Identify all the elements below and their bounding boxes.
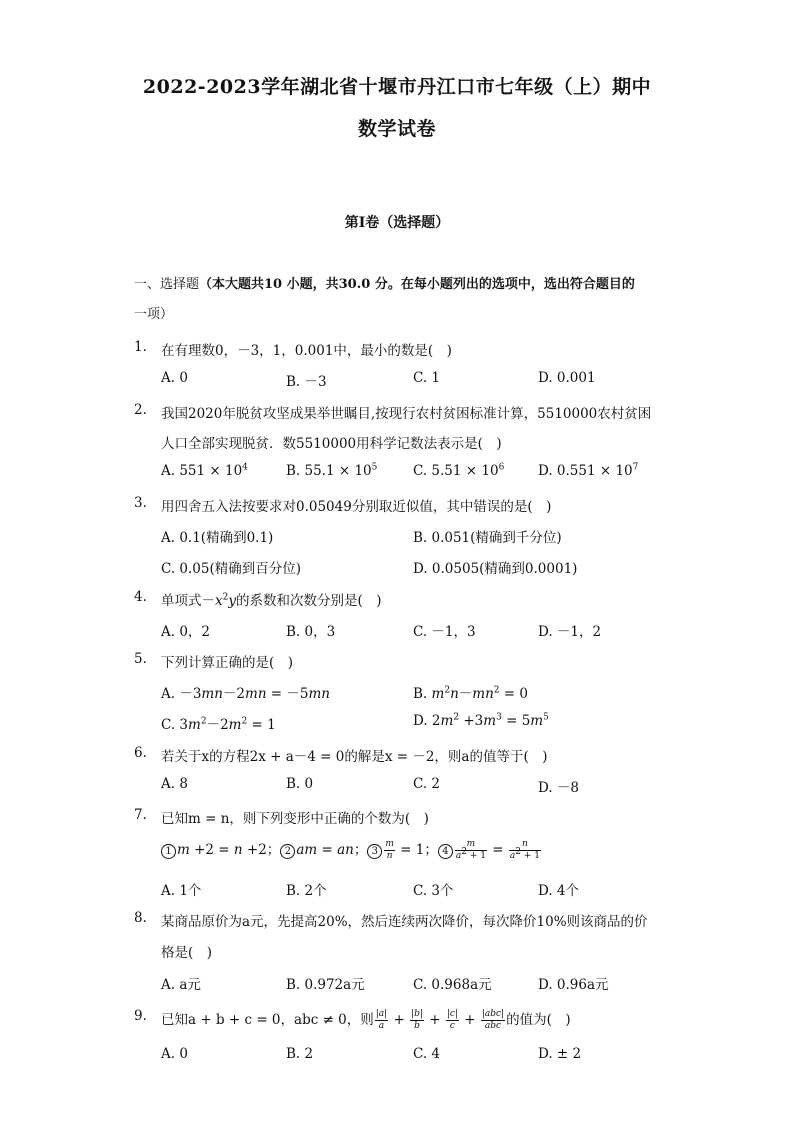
statement-list: 1 m +2 = n +2； 2 am = an； 3 $\frac{m}{n}$ = 1； 4 $\frac{m}{a^2 + 1}$ = $\frac{n}{a^2 + 1}$ [161, 838, 671, 862]
question-text: 若关于x的方程2x + a－4 = 0的解是x = －2，则a的值等于( ) [161, 749, 548, 765]
option-a: A. 0，2 [161, 624, 211, 640]
option-c: C. 4 [413, 1046, 441, 1062]
question-text: 某商品原价为a元，先提高20%，然后连续两次降价，每次降价10%则该商品的价 [161, 914, 648, 930]
option-c: C. 2 [413, 776, 441, 792]
question-number: 3. [134, 495, 147, 511]
option-d: D. 0.0505(精确到0.0001) [413, 561, 578, 577]
option-c: C. 3个 [413, 883, 454, 899]
option-c: C. 1 [413, 370, 441, 386]
question-text: 已知m = n，则下列变形中正确的个数为( ) [161, 811, 429, 827]
option-a: A. 1个 [161, 883, 202, 899]
question-text: 单项式$-x^2y$的系数和次数分别是( ) [161, 592, 382, 609]
section-instruction: （本大题共10 小题，共30.0 分。在每小题列出的选项中，选出符合题目的 [199, 277, 635, 292]
option-a: A. 0 [161, 370, 188, 386]
option-d: D. 0.96a元 [538, 977, 609, 993]
question-text: 已知a + b + c = 0，abc ≠ 0，则 $\frac{|a|}{a}$ + $\frac{|b|}{b}$ + $\frac{|c|}{c}$ + $\frac{\text{|abc|}}{\text{abc}}$ 的值为( ) [161, 1009, 571, 1031]
option-c: C. －1，3 [413, 624, 476, 640]
option-a: A. 8 [161, 776, 188, 792]
question-text: 下列计算正确的是( ) [161, 655, 294, 671]
option-a: A. $551 \times 10^4$ [161, 462, 248, 479]
option-b: B. 0，3 [286, 624, 336, 640]
option-d: D. $2m^2 +3m^3 = 5m^5$ [413, 712, 549, 729]
question-text: 在有理数0，－3，1，0.001中，最小的数是( ) [161, 343, 452, 359]
option-a: A. －3mn－2mn = －5mn [161, 686, 330, 702]
question-number: 9. [134, 1008, 147, 1024]
section-heading [134, 270, 664, 299]
section-instruction-cont: 一项） [134, 307, 174, 322]
option-b: B. 2 [286, 1046, 314, 1062]
option-b: B. 2个 [286, 883, 327, 899]
option-d: D. 4个 [538, 883, 580, 899]
question-text-cont: 格是( ) [161, 945, 213, 961]
option-b: B. $55.1 \times 10^5$ [286, 462, 378, 479]
option-a: A. a元 [161, 977, 201, 993]
question-number: 7. [134, 807, 147, 823]
option-b: B. 0.051(精确到千分位) [413, 530, 562, 546]
question-number: 1. [134, 339, 147, 355]
option-a: A. 0 [161, 1046, 188, 1062]
question-text: 我国2020年脱贫攻坚成果举世瞩目,按现行农村贫困标准计算，5510000农村贫困 [161, 406, 652, 422]
option-d: D. －1，2 [538, 624, 602, 640]
question-number: 2. [134, 402, 147, 418]
option-b: B. －3 [286, 374, 327, 390]
volume-heading: 第I卷（选择题） [344, 215, 450, 231]
exam-title-line2: 数学试卷 [357, 118, 436, 140]
option-c: C. 0.968a元 [413, 977, 492, 993]
option-d: D. ± 2 [538, 1046, 582, 1062]
option-b: B. $m^2n-mn^2 = 0$ [413, 685, 528, 702]
question-text-cont: 人口全部实现脱贫．数5510000用科学记数法表示是( ) [161, 436, 502, 452]
section-name: 一、选择题 [134, 277, 200, 292]
option-c: C. $5.51 \times 10^6$ [413, 462, 505, 479]
question-number: 8. [134, 910, 147, 926]
option-d: D. 0.001 [538, 370, 596, 386]
option-b: B. 0.972a元 [286, 977, 365, 993]
question-number: 5. [134, 651, 147, 667]
option-b: B. 0 [286, 776, 314, 792]
option-a: A. 0.1(精确到0.1) [161, 530, 274, 546]
option-c: C. $3m^2-2m^2 = 1$ [161, 716, 276, 733]
option-d: D. －8 [538, 780, 580, 796]
question-text: 用四舍五入法按要求对0.05049分别取近似值，其中错误的是( ) [161, 499, 552, 515]
question-number: 4. [134, 589, 147, 605]
option-c: C. 0.05(精确到百分位) [161, 561, 302, 577]
question-number: 6. [134, 745, 147, 761]
option-d: D. $0.551 \times 10^7$ [538, 462, 639, 479]
exam-title-line1: 2022-2023学年湖北省十堰市丹江口市七年级（上）期中 [142, 76, 652, 98]
